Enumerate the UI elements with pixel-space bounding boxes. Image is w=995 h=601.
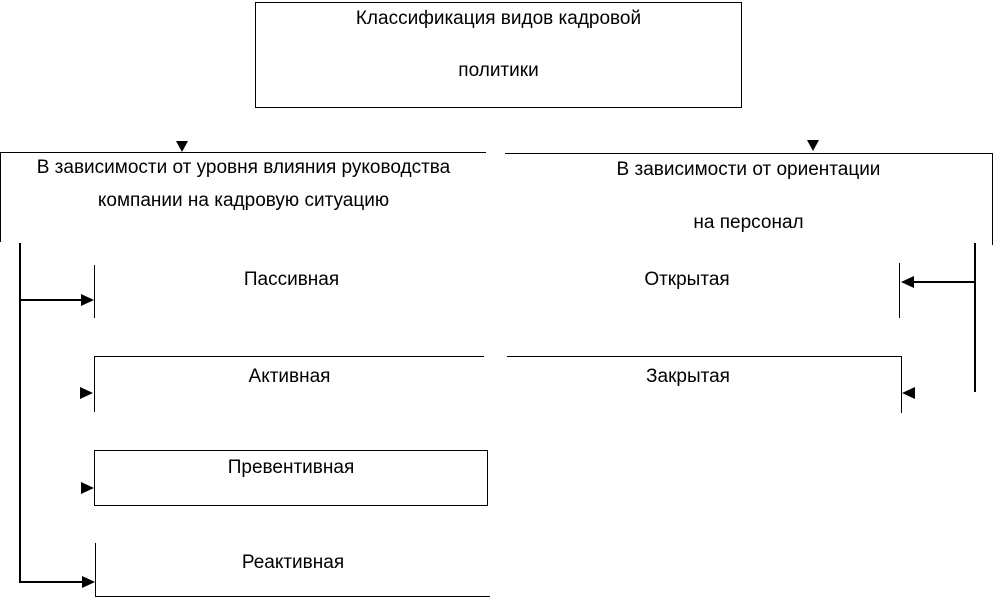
- right-arrowhead-reactive-icon: [82, 576, 95, 588]
- down-arrowhead-right-icon: [807, 140, 819, 151]
- left-trunk-line: [19, 243, 21, 583]
- right-arrowhead-preventive-icon: [81, 482, 94, 494]
- right-category-line1: В зависимости от ориентации: [616, 159, 881, 180]
- item-open-label: Открытая: [644, 269, 730, 290]
- left-category-box: [0, 152, 486, 242]
- open-branch-line: [914, 281, 975, 283]
- item-preventive: [94, 450, 488, 506]
- item-active: [94, 356, 484, 412]
- left-arrowhead-open-icon: [901, 276, 914, 288]
- right-arrowhead-passive-icon: [81, 294, 94, 306]
- passive-branch-line: [19, 299, 82, 301]
- item-open: [505, 263, 900, 318]
- item-passive-label: Пассивная: [243, 269, 340, 290]
- item-passive: [94, 265, 488, 318]
- left-category-line2: компании на кадровую ситуацию: [97, 190, 390, 211]
- item-reactive-label: Реактивная: [241, 552, 345, 573]
- right-category-box: [505, 153, 993, 245]
- title-box: [255, 2, 742, 108]
- item-closed-label: Закрытая: [646, 366, 730, 387]
- right-arrowhead-active-icon: [80, 387, 93, 399]
- down-arrowhead-left-icon: [176, 141, 188, 152]
- left-category-line1: В зависимости от уровня влияния руководства: [36, 157, 451, 178]
- item-closed: [507, 356, 902, 413]
- item-preventive-label: Превентивная: [227, 457, 355, 478]
- right-category-line2: на персонал: [693, 212, 804, 233]
- right-trunk-line: [974, 243, 976, 392]
- left-arrowhead-closed-icon: [902, 387, 915, 399]
- reactive-branch-line: [19, 581, 82, 583]
- item-active-label: Активная: [248, 366, 331, 387]
- title-line2: политики: [458, 60, 539, 81]
- title-line1: Классификация видов кадровой: [355, 8, 642, 29]
- item-reactive: [95, 543, 490, 597]
